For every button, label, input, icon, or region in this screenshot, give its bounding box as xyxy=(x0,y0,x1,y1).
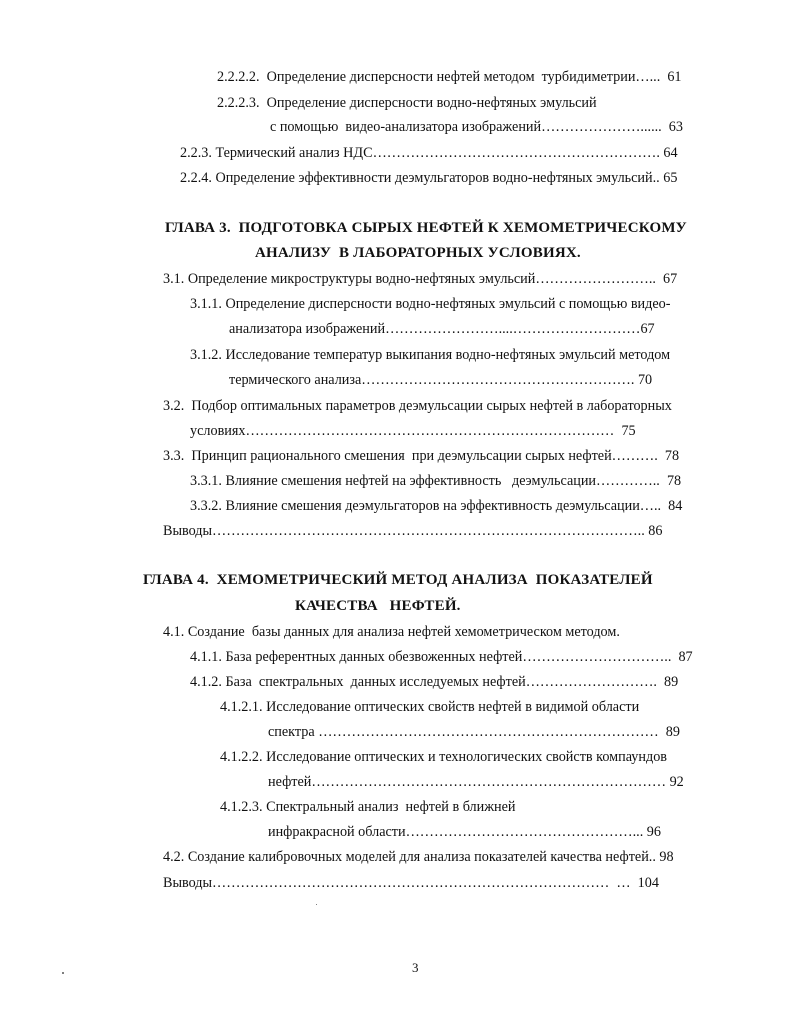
toc-entry-conclusions-3: Выводы……………………………………………………………………………….. 86 xyxy=(163,523,663,539)
scan-speck xyxy=(62,972,64,974)
scan-speck xyxy=(316,904,317,905)
toc-entry-2-2-4: 2.2.4. Определение эффективности деэмульгаторов водно-нефтяных эмульсий.. 65 xyxy=(180,170,678,186)
toc-entry-4-1-2-3: 4.1.2.3. Спектральный анализ нефтей в ближней xyxy=(220,799,516,815)
page-number: 3 xyxy=(412,960,419,975)
toc-entry-4-2: 4.2. Создание калибровочных моделей для анализа показателей качества нефтей.. 98 xyxy=(163,849,674,865)
toc-entry-3-1-2-cont: термического анализа…………………………………………………. 70 xyxy=(229,372,653,388)
chapter-3-heading: ГЛАВА 3. ПОДГОТОВКА СЫРЫХ НЕФТЕЙ К ХЕМОМЕТРИЧЕСКОМУ xyxy=(165,220,687,236)
toc-entry-4-1-2-3-cont: инфракрасной области…………………………………………... 96 xyxy=(268,824,661,840)
toc-entry-2-2-2-3-cont: с помощью видео-анализатора изображений…………………...... 63 xyxy=(270,119,683,135)
chapter-3-heading-cont: АНАЛИЗУ В ЛАБОРАТОРНЫХ УСЛОВИЯХ. xyxy=(255,245,581,261)
toc-entry-2-2-2-2: 2.2.2.2. Определение дисперсности нефтей методом турбидиметрии…... 61 xyxy=(217,69,682,85)
toc-entry-4-1-2-1: 4.1.2.1. Исследование оптических свойств нефтей в видимой области xyxy=(220,699,640,715)
toc-entry-3-1-1-cont: анализатора изображений……………………....………………………67 xyxy=(229,321,655,337)
toc-entry-3-1: 3.1. Определение микроструктуры водно-нефтяных эмульсий…………………….. 67 xyxy=(163,271,678,287)
chapter-4-heading-cont: КАЧЕСТВА НЕФТЕЙ. xyxy=(295,598,461,614)
chapter-4-heading: ГЛАВА 4. ХЕМОМЕТРИЧЕСКИЙ МЕТОД АНАЛИЗА ПОКАЗАТЕЛЕЙ xyxy=(143,572,653,588)
toc-entry-conclusions-4: Выводы………………………………………………………………………… … 104 xyxy=(163,875,659,891)
toc-entry-4-1-2: 4.1.2. База спектральных данных исследуемых нефтей………………………. 89 xyxy=(190,674,679,690)
toc-entry-3-3-1: 3.3.1. Влияние смешения нефтей на эффективность деэмульсации………….. 78 xyxy=(190,473,682,489)
toc-entry-4-1: 4.1. Создание базы данных для анализа нефтей хемометрическом методом. xyxy=(163,624,620,640)
toc-entry-4-1-1: 4.1.1. База референтных данных обезвоженных нефтей………………………….. 87 xyxy=(190,649,693,665)
toc-entry-3-1-1: 3.1.1. Определение дисперсности водно-нефтяных эмульсий с помощью видео- xyxy=(190,296,671,312)
toc-entry-2-2-2-3: 2.2.2.3. Определение дисперсности водно-нефтяных эмульсий xyxy=(217,95,597,111)
toc-entry-3-2: 3.2. Подбор оптимальных параметров деэмульсации сырых нефтей в лабораторных xyxy=(163,398,672,414)
toc-entry-4-1-2-2: 4.1.2.2. Исследование оптических и технологических свойств компаундов xyxy=(220,749,667,765)
toc-entry-3-1-2: 3.1.2. Исследование температур выкипания водно-нефтяных эмульсий методом xyxy=(190,347,671,363)
toc-entry-4-1-2-2-cont: нефтей………………………………………………………………… 92 xyxy=(268,774,684,790)
toc-entry-2-2-3: 2.2.3. Термический анализ НДС……………………………………………………. 64 xyxy=(180,145,678,161)
toc-entry-4-1-2-1-cont: спектра ……………………………………………………………… 89 xyxy=(268,724,680,740)
toc-entry-3-2-cont: условиях…………………………………………………………………… 75 xyxy=(190,423,636,439)
toc-entry-3-3: 3.3. Принцип рационального смешения при деэмульсации сырых нефтей………. 78 xyxy=(163,448,680,464)
toc-entry-3-3-2: 3.3.2. Влияние смешения деэмульгаторов на эффективность деэмульсации….. 84 xyxy=(190,498,683,514)
